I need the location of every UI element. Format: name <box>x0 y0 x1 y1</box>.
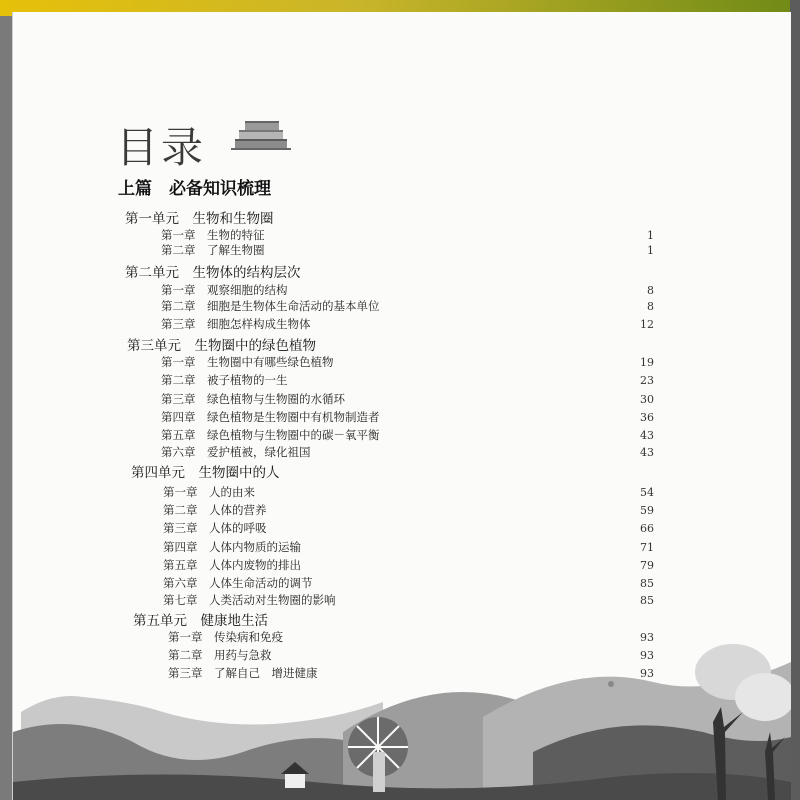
toc-page-number: 54 <box>640 485 654 499</box>
toc-page-number: 8 <box>647 283 654 297</box>
toc-page-number: 43 <box>640 445 654 459</box>
toc-unit-heading: 第四单元 生物圈中的人 <box>131 465 280 481</box>
toc-entry-label: 第二章 被子植物的一生 <box>161 372 291 388</box>
toc-page-number: 36 <box>640 410 654 424</box>
toc-entry-label: 第三章 细胞怎样构成生物体 <box>161 316 314 332</box>
toc-page-number: 8 <box>647 299 654 313</box>
landscape-illustration <box>13 12 791 800</box>
page-title: 目录 <box>116 123 207 172</box>
toc-entry-label: 第一章 人的由来 <box>163 484 258 500</box>
toc-entry-label: 第二章 用药与急救 <box>168 647 275 663</box>
toc-page-number: 1 <box>647 228 654 242</box>
toc-entry-label: 第七章 人类活动对生物圈的影响 <box>163 592 339 608</box>
toc-page-number: 66 <box>640 521 654 535</box>
toc-unit-heading: 第二单元 生物体的结构层次 <box>125 265 301 281</box>
toc-page-number: 12 <box>640 317 654 331</box>
toc-unit-heading: 第五单元 健康地生活 <box>133 613 268 629</box>
toc-entry-label: 第二章 了解生物圈 <box>161 242 268 258</box>
toc-entry-label: 第一章 生物圈中有哪些绿色植物 <box>161 354 337 370</box>
toc-page-number: 19 <box>640 355 654 369</box>
toc-page-number: 85 <box>640 576 654 590</box>
toc-page-number: 43 <box>640 428 654 442</box>
scan-edge <box>790 0 800 800</box>
toc-page-number: 93 <box>640 630 654 644</box>
toc-page-number: 1 <box>647 243 654 257</box>
section-heading: 上篇 必备知识梳理 <box>118 179 271 199</box>
toc-entry-label: 第四章 绿色植物是生物圈中有机物制造者 <box>161 409 383 425</box>
toc-entry-label: 第二章 细胞是生物体生命活动的基本单位 <box>161 298 383 314</box>
toc-page-number: 93 <box>640 666 654 680</box>
toc-page-number: 71 <box>640 540 654 554</box>
toc-unit-heading: 第三单元 生物圈中的绿色植物 <box>127 338 316 354</box>
toc-entry-label: 第一章 生物的特征 <box>161 227 268 243</box>
toc-entry-label: 第五章 人体内废物的排出 <box>163 557 304 573</box>
toc-entry-label: 第六章 爱护植被，绿化祖国 <box>161 444 314 460</box>
toc-page-number: 30 <box>640 392 654 406</box>
toc-entry-label: 第四章 人体内物质的运输 <box>163 539 304 555</box>
toc-entry-label: 第六章 人体生命活动的调节 <box>163 575 316 591</box>
toc-entry-label: 第三章 了解自己 增进健康 <box>168 665 321 681</box>
toc-page-number: 85 <box>640 593 654 607</box>
toc-entry-label: 第一章 传染病和免疫 <box>168 629 286 645</box>
toc-page <box>12 12 791 800</box>
toc-page-number: 59 <box>640 503 654 517</box>
toc-page-number: 79 <box>640 558 654 572</box>
toc-page-number: 23 <box>640 373 654 387</box>
toc-entry-label: 第三章 绿色植物与生物圈的水循环 <box>161 391 348 407</box>
toc-entry-label: 第二章 人体的营养 <box>163 502 270 518</box>
toc-unit-heading: 第一单元 生物和生物圈 <box>125 211 274 227</box>
toc-entry-label: 第一章 观察细胞的结构 <box>161 282 291 298</box>
toc-entry-label: 第三章 人体的呼吸 <box>163 520 270 536</box>
toc-page-number: 93 <box>640 648 654 662</box>
toc-entry-label: 第五章 绿色植物与生物圈中的碳－氧平衡 <box>161 427 383 443</box>
